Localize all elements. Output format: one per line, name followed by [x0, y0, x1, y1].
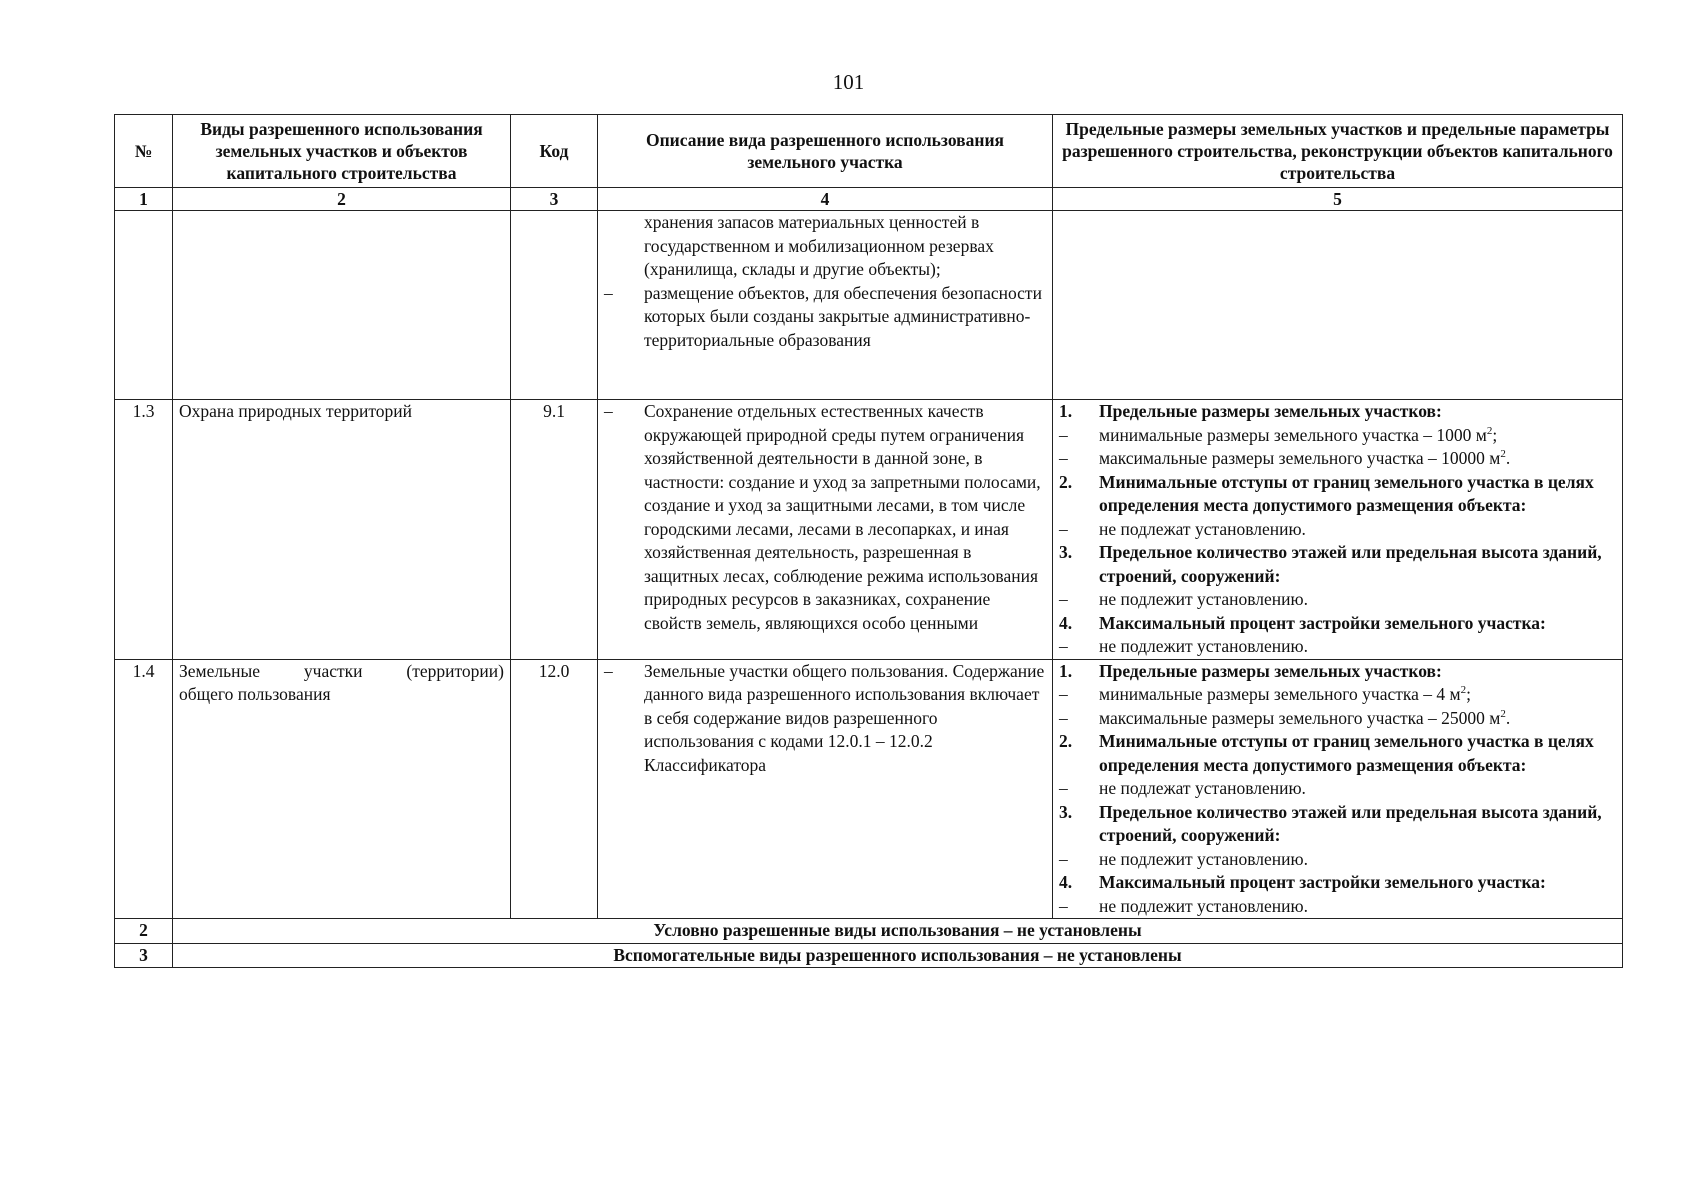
table-row-1-4: [115, 659, 1623, 919]
header-limits: Предельные размеры земельных участков и предельные параметры разрешенного строительства, реконструкции объектов капитального строительства: [1053, 115, 1623, 188]
limit-value: [1059, 635, 1616, 659]
description-cell: [598, 400, 1053, 660]
limits-cell: [1053, 659, 1623, 919]
row-number: 1.4: [115, 659, 173, 919]
limit-text: Предельное количество этажей или предельная высота зданий, строений, сооружений:: [1099, 542, 1602, 586]
limit-text: максимальные размеры земельного участка – 10000 $м^2$.: [1099, 448, 1511, 468]
limit-text: максимальные размеры земельного участка – 25000 $м^2$.: [1099, 707, 1511, 728]
limit-heading: [1059, 400, 1616, 424]
dash-marker: –: [1059, 636, 1068, 656]
use-type-line: Земельные участки (территории): [179, 660, 504, 681]
dash-marker: –: [1059, 424, 1068, 445]
limit-heading: [1059, 730, 1616, 777]
table-row-1-3: [115, 400, 1623, 660]
dash-marker: –: [1059, 707, 1068, 728]
row-number: 2: [115, 919, 173, 944]
conditional-uses: Условно разрешенные виды использования – не установлены: [173, 919, 1623, 944]
column-number: 3: [511, 188, 598, 211]
header-code: Код: [511, 115, 598, 188]
unit-superscript: 2: [1460, 684, 1467, 697]
list-number: 3.: [1059, 801, 1073, 822]
column-number: 4: [598, 188, 1053, 211]
list-number: 4.: [1059, 612, 1073, 633]
limit-value: [1059, 777, 1616, 801]
dash-marker: –: [604, 401, 613, 421]
unit-superscript: 2: [1500, 707, 1506, 720]
use-code: 12.0: [511, 659, 598, 919]
limit-heading: [1059, 541, 1616, 588]
limit-text: не подлежит установлению.: [1099, 589, 1308, 609]
limit-text: не подлежит установлению.: [1099, 895, 1308, 916]
column-number: 2: [173, 188, 511, 211]
description-text: Земельные участки общего пользования. Содержание данного вида разрешенного использования включает в себя содержание видов разрешенного использования с кодами 12.0.1 – 12.0.2 Классификатора: [644, 660, 1045, 775]
limit-text: Минимальные отступы от границ земельного участка в целях определения места допустимого размещения объекта:: [1099, 731, 1594, 775]
dash-marker: –: [1059, 589, 1068, 609]
auxiliary-uses: Вспомогательные виды разрешенного использования – не установлены: [173, 943, 1623, 968]
use-type-line: общего пользования: [179, 684, 331, 704]
limit-text: Предельное количество этажей или предельная высота зданий, строений, сооружений:: [1099, 801, 1602, 845]
row-number: 3: [115, 943, 173, 968]
limit-value: [1059, 707, 1616, 731]
list-number: 1.: [1059, 401, 1073, 421]
description-text: Сохранение отдельных естественных качеств окружающей природной среды путем ограничения хозяйственной деятельности в данной зоне, в частности: создание и уход за запретными полосами, создание и уход за защитными лесами, в том числе городскими лесами, лесами в лесопарках, и иная хозяйственная деятельность, разрешенная в защитных лесах, соблюдение режима использования природных ресурсов в заказниках, сохранение свойств земель, являющихся особо ценными: [644, 401, 1041, 633]
limits-cell: [1053, 400, 1623, 660]
limit-heading: [1059, 801, 1616, 848]
limit-value: [1059, 683, 1616, 707]
column-number: 1: [115, 188, 173, 211]
limit-heading: [1059, 471, 1616, 518]
limit-heading: [1059, 660, 1616, 684]
use-type: [173, 659, 511, 919]
limit-value: [1059, 424, 1616, 448]
limit-text: не подлежат установлению.: [1099, 778, 1306, 798]
limit-text: не подлежит установлению.: [1099, 636, 1308, 656]
page-number: 101: [832, 70, 865, 94]
table-row-3: [115, 943, 1623, 968]
limit-text: Предельные размеры земельных участков:: [1099, 660, 1442, 681]
dash-marker: –: [604, 282, 613, 303]
dash-marker: –: [1059, 778, 1068, 798]
list-number: 3.: [1059, 542, 1073, 562]
limit-text: минимальные размеры земельного участка – 1000 $м^2$;: [1099, 424, 1498, 445]
list-number: 2.: [1059, 471, 1073, 492]
header-types: Виды разрешенного использования земельных участков и объектов капитального строительства: [173, 115, 511, 188]
limit-text: Предельные размеры земельных участков:: [1099, 401, 1442, 421]
limit-text: не подлежат установлению.: [1099, 518, 1306, 539]
limit-value: [1059, 518, 1616, 542]
limit-value: [1059, 895, 1616, 919]
limit-value: [1059, 447, 1616, 471]
use-code: 9.1: [511, 400, 598, 660]
limit-text: Максимальный процент застройки земельного участка:: [1099, 612, 1546, 633]
description-item: размещение объектов, для обеспечения безопасности которых были созданы закрытые административно-территориальные образования: [644, 282, 1042, 350]
description-cell: [598, 659, 1053, 919]
table-header-row: [115, 115, 1623, 188]
header-num: №: [115, 115, 173, 188]
column-numbers-row: [115, 188, 1623, 211]
dash-marker: –: [1059, 518, 1068, 539]
limit-text: минимальные размеры земельного участка – 4 $м^2$;: [1099, 684, 1471, 704]
limit-value: [1059, 848, 1616, 872]
dash-marker: –: [1059, 848, 1068, 869]
table-row-2: [115, 919, 1623, 944]
limit-heading: [1059, 612, 1616, 636]
limit-text: не подлежит установлению.: [1099, 848, 1308, 869]
dash-marker: –: [1059, 684, 1068, 704]
description-continuation: хранения запасов материальных ценностей в государственном и мобилизационном резервах (хранилища, склады и другие объекты);: [644, 212, 994, 279]
limit-value: [1059, 588, 1616, 612]
column-number: 5: [1053, 188, 1623, 211]
unit-superscript: 2: [1486, 424, 1493, 437]
unit-superscript: 2: [1500, 448, 1506, 461]
dash-marker: –: [1059, 895, 1068, 916]
limit-text: Максимальный процент застройки земельного участка:: [1099, 872, 1546, 892]
list-number: 4.: [1059, 872, 1073, 892]
dash-marker: –: [1059, 448, 1068, 468]
list-number: 1.: [1059, 660, 1073, 681]
header-description: Описание вида разрешенного использования земельного участка: [598, 115, 1053, 188]
use-type: Охрана природных территорий: [173, 400, 511, 660]
limit-text: Минимальные отступы от границ земельного участка в целях определения места допустимого размещения объекта:: [1099, 471, 1594, 515]
description-cell: [598, 211, 1053, 400]
row-number: 1.3: [115, 400, 173, 660]
dash-marker: –: [604, 660, 613, 681]
limit-heading: [1059, 871, 1616, 895]
list-number: 2.: [1059, 731, 1073, 751]
land-use-table: [114, 114, 1623, 968]
table-row-continued: [115, 211, 1623, 400]
